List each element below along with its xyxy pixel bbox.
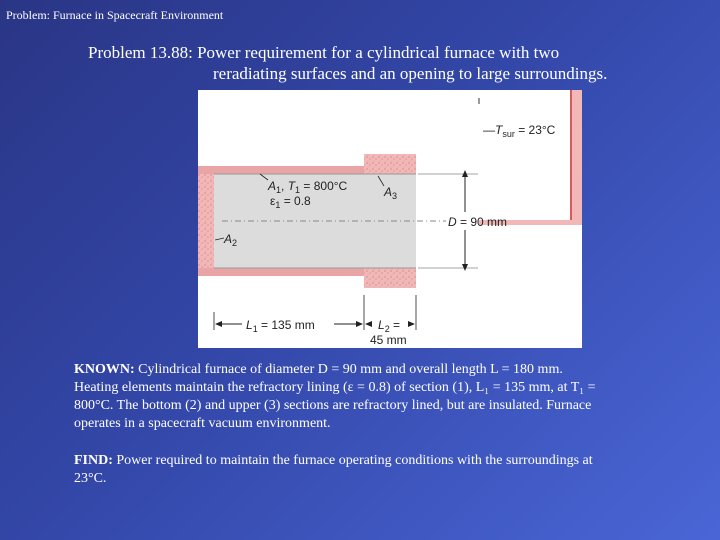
l2-arrowhead-left xyxy=(365,321,372,327)
page-title xyxy=(88,42,688,84)
title-line-1: Problem 13.88: Power requirement for a cylindrical furnace with two xyxy=(88,43,560,62)
l1-label: $L_1 = 135$ mm xyxy=(246,318,315,334)
known-line-2: Heating elements maintain the refractory lining (ε = 0.8) of section (1), L₁ = 135 mm, at T₁ = xyxy=(74,380,596,395)
known-section xyxy=(74,361,654,433)
l1-arrowhead-left xyxy=(215,321,222,327)
section-3-wall-top xyxy=(364,154,416,174)
surroundings-inner xyxy=(479,90,571,220)
section-1-heater-top xyxy=(198,166,364,174)
bottom-section-2-wall xyxy=(198,174,214,276)
section-1-heater-bottom xyxy=(198,268,364,276)
known-line-3: 800°C. The bottom (2) and upper (3) sections are refractory lined, but are insulated. Furnace xyxy=(74,398,592,413)
e1-label: $\varepsilon_1 = 0.8$ xyxy=(270,194,311,210)
a3-label: $A_3$ xyxy=(384,185,398,201)
find-line-2: 23°C. xyxy=(74,471,107,486)
l1-arrowhead-right xyxy=(356,321,363,327)
d-arrowhead-bottom xyxy=(462,264,468,271)
known-line-4: operates in a spacecraft vacuum environment. xyxy=(74,416,331,431)
d-label: D = 90 mm xyxy=(448,215,508,229)
header-label: Problem: Furnace in Spacecraft Environment xyxy=(6,8,224,22)
d-arrowhead-top xyxy=(462,170,468,177)
section-3-wall-bottom xyxy=(364,268,416,288)
title-line-2: reradiating surfaces and an opening to large surroundings. xyxy=(213,64,608,83)
find-line-1: Power required to maintain the furnace operating conditions with the surroundings at xyxy=(112,453,593,468)
known-label: KNOWN: xyxy=(74,362,135,377)
l2-label: $L_2$ = xyxy=(378,318,401,334)
furnace-diagram-svg xyxy=(198,90,582,348)
find-label: FIND: xyxy=(74,453,113,468)
a1-t1-label: $A_1$, $T_1 = 800^\circ C$ xyxy=(268,179,348,195)
find-section xyxy=(74,452,654,488)
l2-arrowhead-right xyxy=(408,321,415,327)
tsur-label: $—T_{sur} = 23^\circ C$ xyxy=(483,123,556,139)
known-line-1: Cylindrical furnace of diameter D = 90 mm and overall length L = 180 mm. xyxy=(134,362,563,377)
furnace-diagram xyxy=(198,90,582,348)
l2-value: 45 mm xyxy=(370,333,407,347)
a2-label: $A_2$ xyxy=(224,232,238,248)
